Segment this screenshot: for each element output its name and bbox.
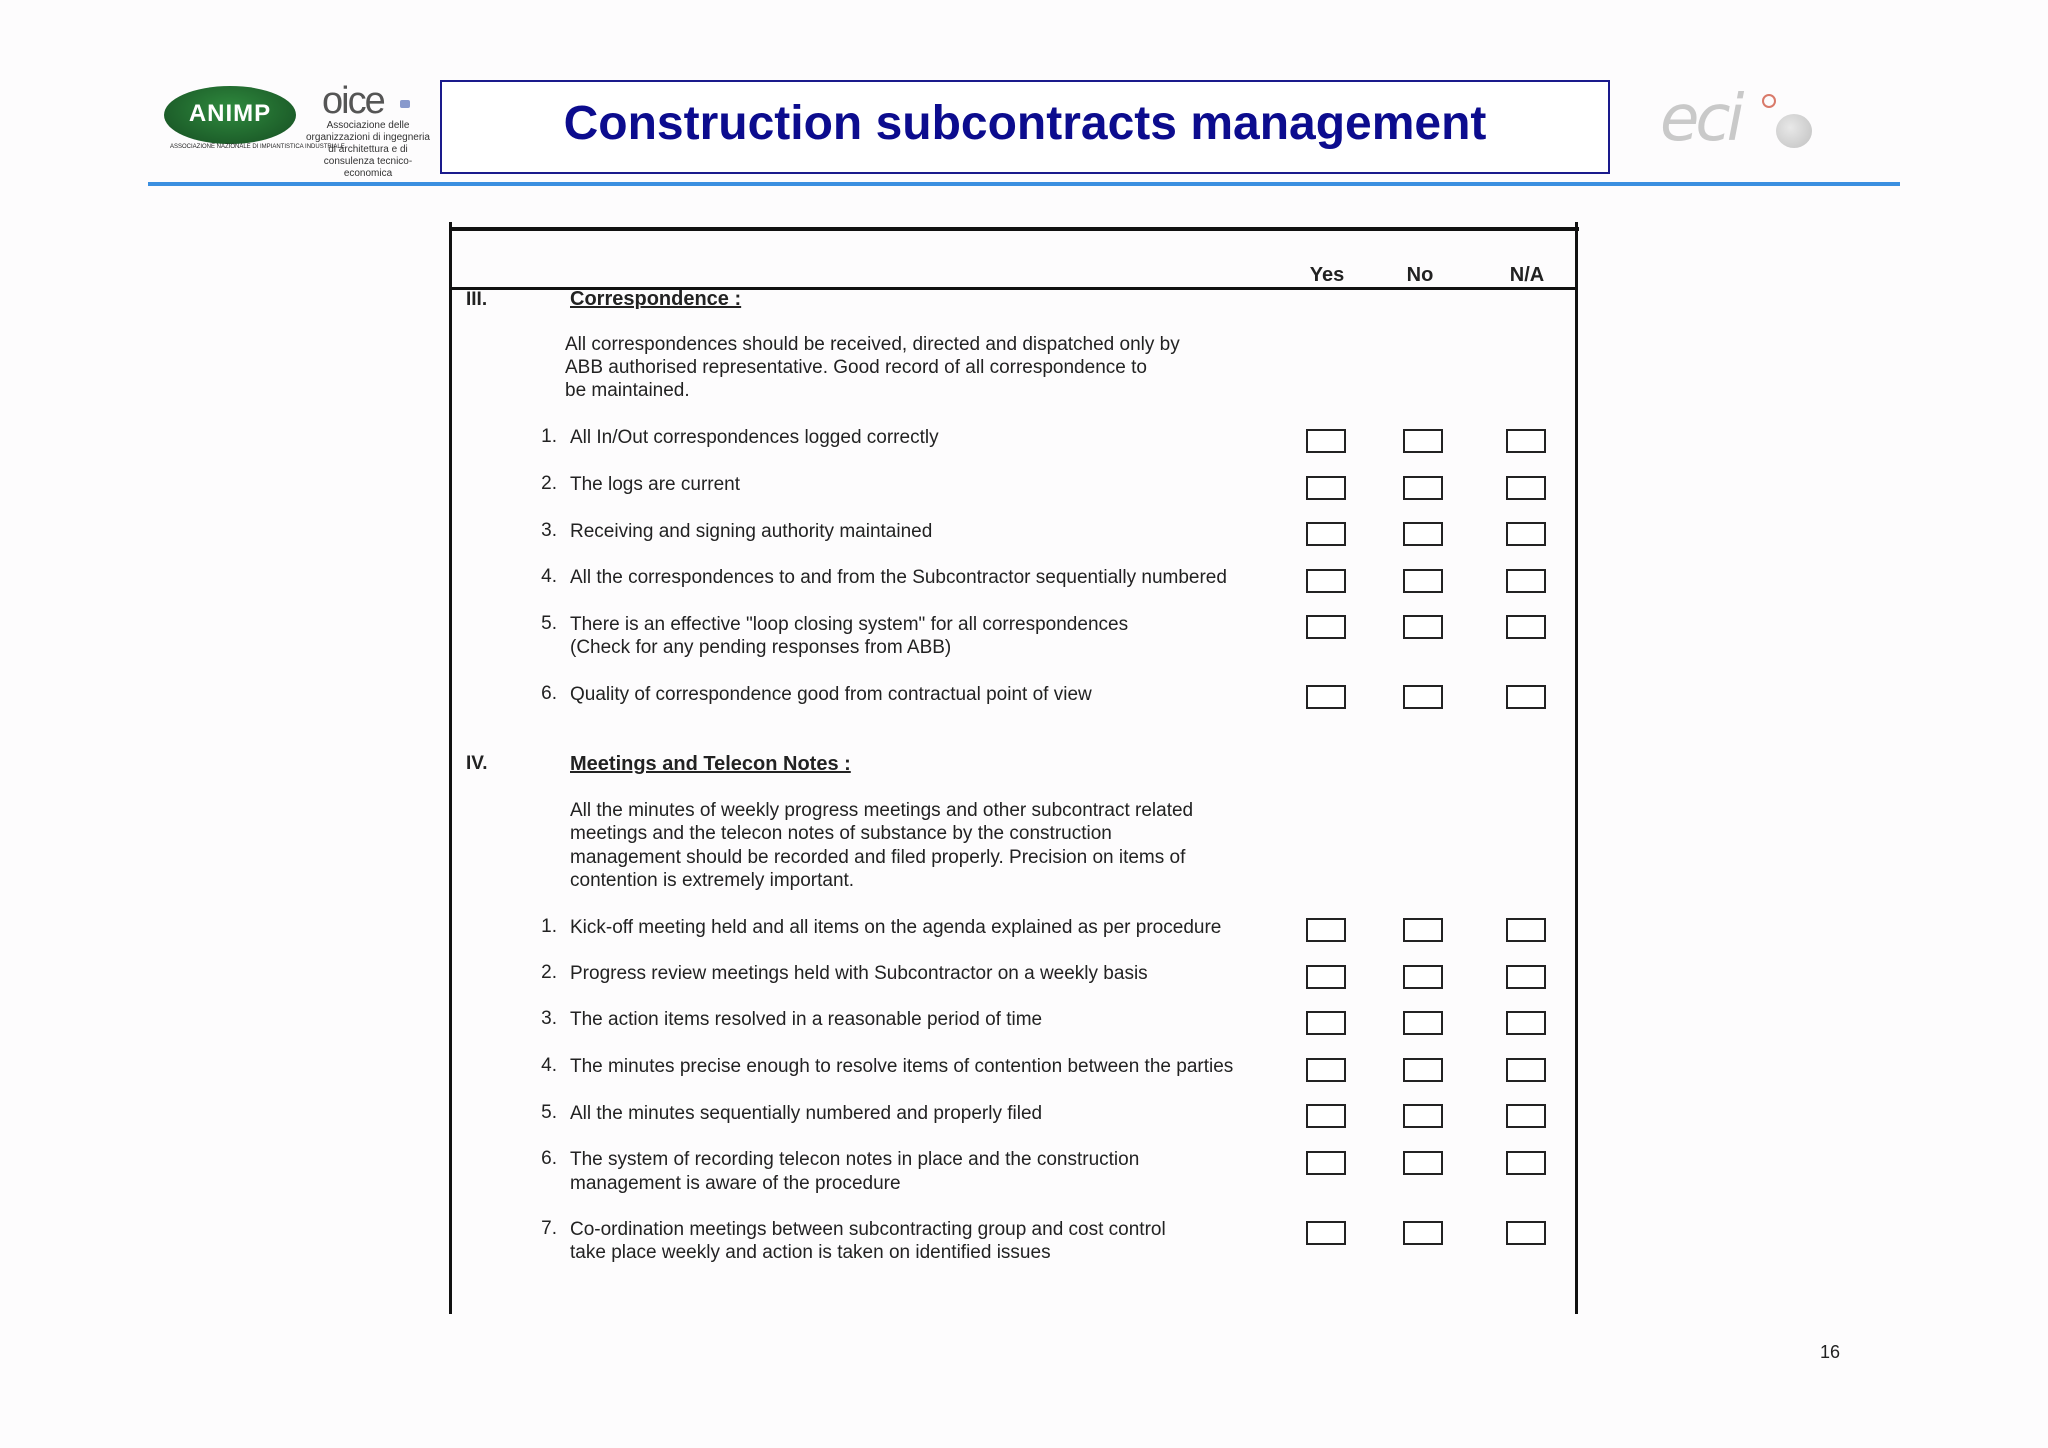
item-number: 4. (541, 566, 557, 587)
column-header-na: N/A (1509, 264, 1545, 286)
oice-logo-text: oice (322, 80, 384, 122)
checkbox-yes[interactable] (1306, 1058, 1346, 1082)
checkbox-yes[interactable] (1306, 965, 1346, 989)
checkbox-na[interactable] (1506, 1011, 1546, 1035)
section-intro-line: meetings and the telecon notes of substance by the construction (570, 823, 1112, 844)
page-number: 16 (1820, 1342, 1841, 1362)
item-text: All the correspondences to and from the Subcontractor sequentially numbered (570, 567, 1227, 588)
checkbox-yes[interactable] (1306, 1151, 1346, 1175)
column-header-yes: Yes (1309, 264, 1345, 286)
section-intro-line: management should be recorded and filed properly. Precision on items of (570, 847, 1186, 868)
item-number: 3. (541, 1008, 557, 1029)
oice-logo-tagline: Associazione delle organizzazioni di ingegneria di architettura e di consulenza tecnico-economica (306, 120, 430, 179)
item-text: Co-ordination meetings between subcontracting group and cost control (570, 1219, 1166, 1240)
section-intro-line: contention is extremely important. (570, 870, 855, 891)
item-text: Progress review meetings held with Subcontractor on a weekly basis (570, 963, 1148, 984)
checkbox-na[interactable] (1506, 429, 1546, 453)
checkbox-no[interactable] (1403, 685, 1443, 709)
checkbox-na[interactable] (1506, 1104, 1546, 1128)
form-left-border (449, 222, 452, 1314)
checkbox-no[interactable] (1403, 1104, 1443, 1128)
item-text: Quality of correspondence good from contractual point of view (570, 684, 1092, 705)
form-right-border (1575, 222, 1578, 1314)
checkbox-no[interactable] (1403, 476, 1443, 500)
page-title: Construction subcontracts management (563, 97, 1487, 150)
checkbox-no[interactable] (1403, 522, 1443, 546)
checkbox-yes[interactable] (1306, 685, 1346, 709)
item-text: Receiving and signing authority maintained (570, 521, 933, 542)
title-box (440, 80, 1610, 174)
section-title: Meetings and Telecon Notes : (570, 753, 851, 775)
checkbox-no[interactable] (1403, 1011, 1443, 1035)
checkbox-no[interactable] (1403, 1151, 1443, 1175)
item-text: Kick-off meeting held and all items on the agenda explained as per procedure (570, 917, 1222, 938)
checkbox-na[interactable] (1506, 1058, 1546, 1082)
section-intro-line: All the minutes of weekly progress meetings and other subcontract related (570, 800, 1194, 821)
item-text: take place weekly and action is taken on identified issues (570, 1242, 1051, 1263)
section-intro-line: ABB authorised representative. Good record of all correspondence to (565, 357, 1147, 378)
checkbox-yes[interactable] (1306, 918, 1346, 942)
checkbox-yes[interactable] (1306, 476, 1346, 500)
checkbox-na[interactable] (1506, 918, 1546, 942)
eci-ring-icon (1762, 94, 1776, 108)
checkbox-yes[interactable] (1306, 522, 1346, 546)
checkbox-na[interactable] (1506, 965, 1546, 989)
checkbox-no[interactable] (1403, 569, 1443, 593)
item-number: 3. (541, 520, 557, 541)
item-number: 5. (541, 613, 557, 634)
checkbox-na[interactable] (1506, 1221, 1546, 1245)
checkbox-na[interactable] (1506, 615, 1546, 639)
item-number: 2. (541, 962, 557, 983)
item-text: There is an effective "loop closing system" for all correspondences (570, 614, 1129, 635)
checkbox-na[interactable] (1506, 685, 1546, 709)
item-text: The minutes precise enough to resolve items of contention between the parties (570, 1056, 1234, 1077)
eci-logo (1660, 82, 1860, 158)
item-number: 1. (541, 916, 557, 937)
checkbox-no[interactable] (1403, 918, 1443, 942)
header-divider (148, 182, 1900, 186)
checkbox-no[interactable] (1403, 429, 1443, 453)
checkbox-yes[interactable] (1306, 1011, 1346, 1035)
checkbox-na[interactable] (1506, 569, 1546, 593)
section-intro-line: be maintained. (565, 380, 690, 401)
checkbox-yes[interactable] (1306, 569, 1346, 593)
item-text: management is aware of the procedure (570, 1173, 901, 1194)
section-numeral: III. (466, 289, 488, 310)
item-text: The action items resolved in a reasonable period of time (570, 1009, 1043, 1030)
item-text: All In/Out correspondences logged correctly (570, 427, 939, 448)
section-title: Correspondence : (570, 288, 742, 310)
item-text: The logs are current (570, 474, 741, 495)
checkbox-na[interactable] (1506, 1151, 1546, 1175)
animp-logo-text: ANIMP (188, 100, 272, 127)
checkbox-yes[interactable] (1306, 429, 1346, 453)
section-numeral: IV. (466, 753, 488, 774)
checkbox-na[interactable] (1506, 476, 1546, 500)
item-text: (Check for any pending responses from ABB) (570, 637, 952, 658)
item-text: The system of recording telecon notes in place and the construction (570, 1149, 1140, 1170)
item-number: 7. (541, 1218, 557, 1239)
checkbox-na[interactable] (1506, 522, 1546, 546)
checkbox-no[interactable] (1403, 1221, 1443, 1245)
item-text: All the minutes sequentially numbered and properly filed (570, 1103, 1043, 1124)
checkbox-no[interactable] (1403, 1058, 1443, 1082)
animp-logo-subtext: ASSOCIAZIONE NAZIONALE DI IMPIANTISTICA INDUSTRIALE (170, 144, 345, 150)
item-number: 6. (541, 1148, 557, 1169)
eci-logo-text: eci (1660, 82, 1741, 156)
item-number: 2. (541, 473, 557, 494)
column-header-no: No (1406, 264, 1434, 286)
checkbox-no[interactable] (1403, 965, 1443, 989)
item-number: 1. (541, 426, 557, 447)
animp-logo (164, 86, 345, 150)
item-number: 5. (541, 1102, 557, 1123)
checkbox-yes[interactable] (1306, 1104, 1346, 1128)
item-number: 4. (541, 1055, 557, 1076)
checkbox-yes[interactable] (1306, 615, 1346, 639)
oice-logo (304, 80, 432, 179)
checkbox-no[interactable] (1403, 615, 1443, 639)
section-intro-line: All correspondences should be received, directed and dispatched only by (565, 334, 1180, 355)
form-top-border (449, 227, 1579, 231)
globe-icon (1776, 114, 1812, 148)
checkbox-yes[interactable] (1306, 1221, 1346, 1245)
item-number: 6. (541, 683, 557, 704)
oice-flag-icon (400, 100, 410, 108)
